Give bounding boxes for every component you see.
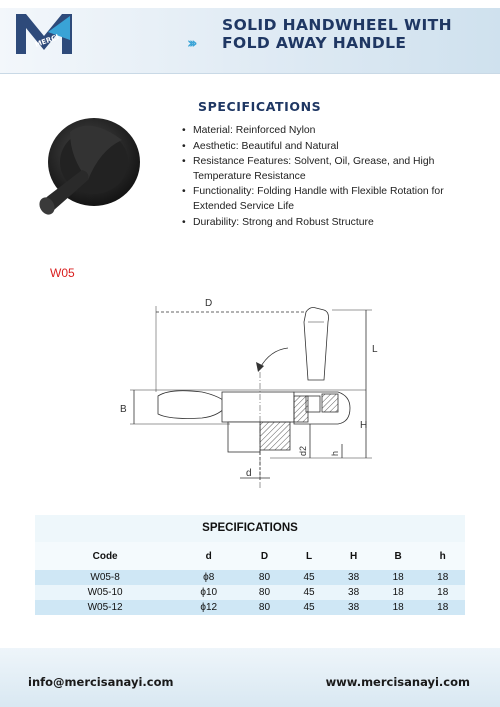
col-L: L (287, 542, 332, 570)
table-header-row (35, 542, 465, 570)
handwheel-product-image (30, 110, 150, 230)
list-item: • Durability: Strong and Robust Structure (180, 216, 485, 231)
specifications-list (180, 124, 485, 231)
col-H: H (331, 542, 376, 570)
col-d: d (175, 542, 242, 570)
label-h: h (330, 450, 340, 456)
specifications-heading: SPECIFICATIONS (198, 99, 322, 114)
technical-drawing (110, 292, 400, 492)
specifications-table (35, 515, 465, 615)
logo-text: MERCI (33, 33, 61, 50)
label-d2: d2 (298, 445, 308, 456)
list-item: • Functionality: Folding Handle with Flexible Rotation for Extended Service Life (180, 185, 485, 214)
page-title: SOLID HANDWHEEL WITH FOLD AWAY HANDLE (222, 16, 452, 52)
label-H: H (360, 420, 368, 431)
table-title: SPECIFICATIONS (35, 515, 465, 542)
table-row: W05-8 ϕ8 80 45 38 18 18 (35, 570, 465, 585)
label-L: L (372, 344, 378, 355)
label-d: d (246, 468, 252, 479)
label-D: D (205, 298, 213, 309)
col-h: h (420, 542, 465, 570)
col-code: Code (35, 542, 175, 570)
list-item: • Aesthetic: Beautiful and Natural (180, 140, 485, 155)
merci-logo (12, 10, 76, 58)
footer-email-link[interactable]: info@mercisanayi.com (28, 675, 174, 689)
table-row: W05-12 ϕ12 80 45 38 18 18 (35, 600, 465, 615)
footer-website-link[interactable]: www.mercisanayi.com (325, 675, 470, 689)
table-row: W05-10 ϕ10 80 45 38 18 18 (35, 585, 465, 600)
col-B: B (376, 542, 421, 570)
col-D: D (242, 542, 287, 570)
chevrons-icon: ››› (187, 34, 194, 52)
list-item: • Material: Reinforced Nylon (180, 124, 485, 139)
list-item: • Resistance Features: Solvent, Oil, Grease, and High Temperature Resistance (180, 155, 485, 184)
model-code: W05 (50, 266, 75, 280)
label-B: B (120, 404, 127, 415)
